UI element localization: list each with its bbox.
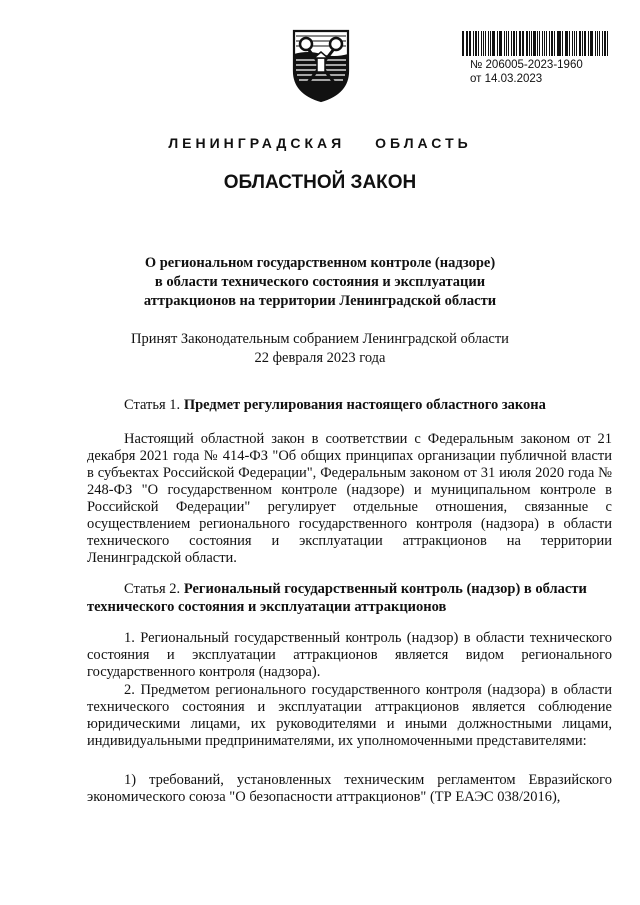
article-2-heading-cont — [87, 598, 446, 616]
barcode-bar — [529, 31, 530, 56]
barcode-bar — [551, 31, 553, 56]
barcode-bar — [526, 31, 528, 56]
barcode-bar — [519, 31, 521, 56]
coat-of-arms-emblem — [290, 27, 352, 103]
barcode-bar — [549, 31, 550, 56]
barcode-bar — [516, 31, 517, 56]
barcode-bar — [566, 31, 568, 56]
barcode-bar — [607, 31, 608, 56]
barcode-bar — [478, 31, 479, 56]
article-2-paragraph-1: 1. Региональный государственный контроль (надзор) в области технического состояния и эксплуатации аттракционов является видом регионального государственного контроля (надзора). — [87, 630, 612, 680]
barcode-bar — [511, 31, 512, 56]
barcode-bar — [542, 31, 543, 56]
article-2-title-line: технического состояния и эксплуатации аттракционов — [87, 599, 447, 615]
article-1-title: Предмет регулирования настоящего областного закона — [183, 397, 546, 413]
barcode-bar — [497, 31, 498, 56]
barcode-bar — [488, 31, 489, 56]
barcode-bar — [582, 31, 583, 56]
barcode-bar — [604, 31, 606, 56]
barcode-bar — [590, 31, 591, 56]
barcode-bar — [569, 31, 570, 56]
barcode-bar — [500, 31, 502, 56]
article-1-paragraph: Настоящий областной закон в соответствии с Федеральным законом от 21 декабря 2021 года № 414-ФЗ "Об общих принципах организации публичной власти в субъектах Российской Федерации", Федеральным законом от 31 июля 2020 года № 248-ФЗ "О государственном контроле (надзоре) и муниципальном контроле в Российской Федерации" регулирует отдельные отношения, связанные с осуществлением регионального государственного контроля (надзора) в области технического состояния и эксплуатации аттракционов на территории Ленинградской области. — [87, 431, 612, 566]
adoption-note — [60, 330, 580, 368]
barcode-bar — [597, 31, 598, 56]
adoption-line: 22 февраля 2023 года — [254, 350, 386, 366]
barcode-bar — [544, 31, 545, 56]
barcode-bar — [490, 31, 492, 56]
barcode-bar — [475, 31, 477, 56]
barcode-bar — [523, 31, 524, 56]
barcode — [462, 31, 610, 56]
barcode-bar — [531, 31, 532, 56]
barcode-bar — [576, 31, 577, 56]
barcode-bar — [485, 31, 486, 56]
barcode-bar — [483, 31, 485, 56]
barcode-bar — [467, 31, 468, 56]
barcode-bar — [558, 31, 560, 56]
article-2-heading — [124, 580, 587, 598]
barcode-bar — [522, 31, 523, 56]
article-2-paragraph-2: 2. Предметом регионального государственного контроля (надзора) в области технического состояния и эксплуатации аттракционов является соблюдение юридическими лицами, их руководителями и иными должностными лицами, индивидуальными предпринимателями, их уполномоченными представителями: — [87, 682, 612, 749]
barcode-bar — [492, 31, 494, 56]
barcode-bar — [506, 31, 507, 56]
barcode-bar — [579, 31, 581, 56]
barcode-bar — [588, 31, 589, 56]
barcode-bar — [499, 31, 500, 56]
article-2-prefix: Статья 2. — [124, 581, 181, 597]
barcode-bar — [513, 31, 515, 56]
article-2-paragraph-3: 1) требований, установленных техническим регламентом Евразийского экономического союза "О безопасности аттракционов" (ТР ЕАЭС 038/2016), — [87, 772, 612, 805]
law-title-line: в области технического состояния и эксплуатации — [154, 274, 486, 290]
barcode-bar — [565, 31, 566, 56]
barcode-bar — [554, 31, 555, 56]
barcode-bar — [473, 31, 474, 56]
barcode-bar — [466, 31, 467, 56]
barcode-bar — [557, 31, 558, 56]
barcode-bar — [599, 31, 601, 56]
registration-number: № 206005-2023-1960 — [470, 59, 583, 71]
region-heading: ЛЕНИНГРАДСКАЯ ОБЛАСТЬ — [168, 135, 472, 151]
barcode-bar — [546, 31, 548, 56]
barcode-bar — [562, 31, 563, 56]
barcode-bar — [462, 31, 464, 56]
law-title — [80, 254, 560, 311]
registration-date: от 14.03.2023 — [470, 73, 543, 85]
barcode-bar — [584, 31, 586, 56]
article-1-heading — [124, 396, 546, 414]
barcode-bar — [533, 31, 535, 56]
barcode-bar — [481, 31, 482, 56]
law-title-line: О региональном государственном контроле (надзоре) — [144, 255, 496, 271]
barcode-bar — [508, 31, 510, 56]
barcode-bar — [572, 31, 573, 56]
barcode-bar — [537, 31, 538, 56]
law-type-heading: ОБЛАСТНОЙ ЗАКОН — [223, 172, 417, 193]
barcode-bar — [602, 31, 603, 56]
barcode-bar — [574, 31, 576, 56]
barcode-bar — [469, 31, 471, 56]
barcode-bar — [591, 31, 593, 56]
article-1-prefix: Статья 1. — [124, 397, 181, 413]
law-title-line: аттракционов на территории Ленинградской области — [143, 293, 497, 309]
article-2-title-line: Региональный государственный контроль (надзор) в области — [183, 581, 587, 597]
barcode-bar — [539, 31, 541, 56]
barcode-bar — [595, 31, 596, 56]
adoption-line: Принят Законодательным собранием Ленинградской области — [131, 331, 509, 347]
registration-stamp — [470, 58, 583, 86]
barcode-bar — [504, 31, 505, 56]
